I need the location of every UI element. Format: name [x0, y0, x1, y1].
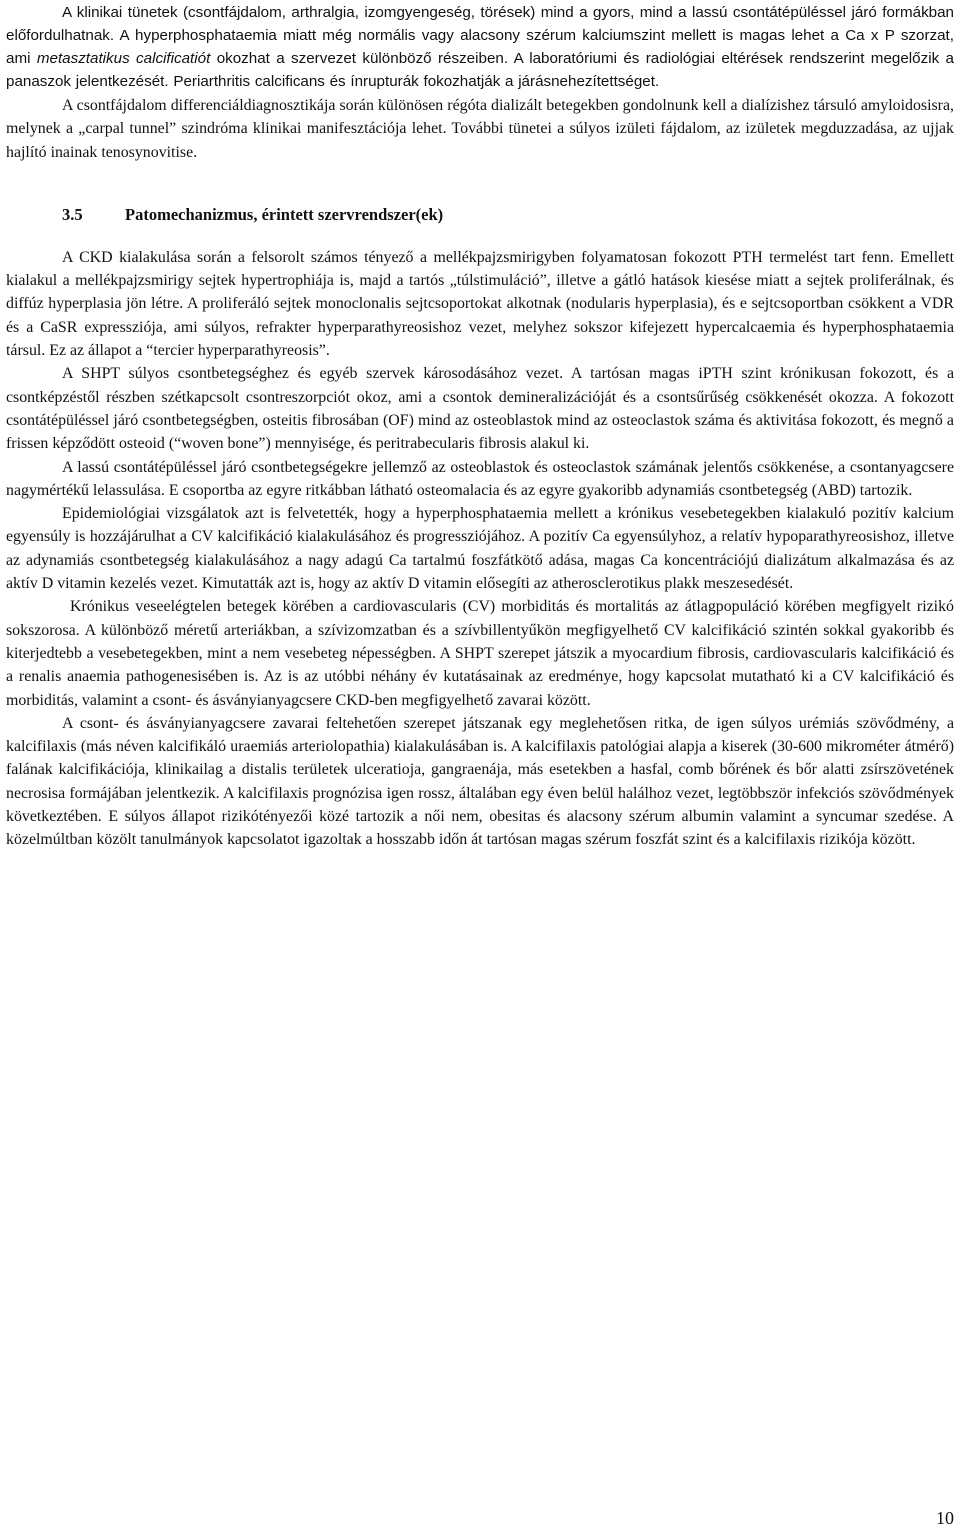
body-paragraph: Krónikus veseelégtelen betegek körében a cardiovascularis (CV) morbiditás és mortalitás az átlagpopuláció körében megfigyelt rizikó sokszorosa. A különböző méretű arteriákban, a szívizomzatban és a szívbillentyűkön megfigyelhető CV kalcifikáció szintén sokkal gyakoribb és kiterjedtebb a vesebetegekben, mint a nem vesebeteg népességben. A SHPT szerepet játszik a myocardium fibrosis, cardiovascularis kalcifikáció és a renalis anaemia pathogenesisében is. Az is az utóbbi néhány év kutatásainak az eredménye, hogy kapcsolat mutatható ki a CV kalcifikáció és morbiditás, valamint a csont- és ásványianyagcsere CKD-ben megfigyelhető zavarai között.: [6, 598, 954, 709]
document-page: [6, 0, 954, 852]
section-title: Patomechanizmus, érintett szervrendszer(ek): [125, 204, 444, 224]
paragraph-symptoms: [6, 1, 954, 93]
paragraph-differential: A csontfájdalom differenciáldiagnosztikája során különösen régóta dializált betegekben gondolnunk kell a dialízishez társuló amyloidosisra, melynek a „carpal tunnel” szindróma klinikai manifesztációja lehet. További tünetei a súlyos izületi fájdalom, az izületek megduzzadása, az ujjak hajlító inainak tenosynovitise.: [6, 97, 954, 161]
section-body: [6, 246, 954, 852]
page-number: 10: [936, 1508, 954, 1528]
paragraph-text: okozhat a szervezet különböző részeiben. A laboratóriumi és radiológiai eltérések rendszerint megelőzik a panaszok jelentkezését. Periarthritis calcificans és ínrupturák fokozhatják a járásnehezítettséget.: [6, 50, 954, 90]
intro-block: [6, 0, 954, 93]
section-number: 3.5: [62, 204, 83, 224]
differential-block: [6, 94, 954, 164]
body-paragraph: A lassú csontátépüléssel járó csontbetegségekre jellemző az osteoblastok és osteoclastok számának jelentős csökkenése, a csontanyagcsere nagymértékű lelassulása. E csoportba az egyre ritkábban látható osteomalacia és az egyre gyakoribb adynamiás csontbetegség (ABD) tartozik.: [6, 458, 954, 499]
body-paragraph: Epidemiológiai vizsgálatok azt is felvetették, hogy a hyperphosphataemia mellett a krónikus vesebetegekben kialakuló pozitív kalcium egyensúly is hozzájárulhat a CV kalcifikáció kialakulásához és progressziójához. A pozitív Ca egyensúlyhoz, a relatív hypoparathyreosishoz, illetve az adynamiás csontbetegség kialakulásához a nagy adagú Ca tartalmú foszfátkötő adása, magas Ca koncentrációjú dializátum alkalmazása és az aktív D vitamin kezelés vezet. Kimutatták azt is, hogy az aktív D vitamin elősegíti az atherosclerotikus plakk meszesedését.: [6, 505, 954, 593]
body-paragraph: A CKD kialakulása során a felsorolt számos tényező a mellékpajzsmirigyben folyamatosan fokozott PTH termelést tart fenn. Emellett kialakul a mellékpajzsmirigy sejtek hypertrophiája is, majd a tartós „túlstimuláció”, illetve a gátló hatások kiesése miatt a sejtek proliferálnak, és diffúz hyperplasia jön létre. A proliferáló sejtek monoclonalis sejtcsoportokat alkotnak (nodularis hyperplasia), és e sejtcsoportban csökkent a VDR és a CaSR expressziója, ami súlyos, refrakter hyperparathyreosishoz vezet, melyhez sokszor kifejezett hypercalcaemia és hyperphosphataemia társul. Ez az állapot a “tercier hyperparathyreosis”.: [6, 248, 954, 360]
section-heading: [62, 204, 954, 226]
paragraph-text: A klinikai tünetek (csontfájdalom, arthralgia, izomgyengeség, törések) mind a gyors, mind a lassú csontátépüléssel járó formákban előfordulhatnak. A hyperphosphataemia miatt még normális vagy alacsony szérum kalciumszint mellett is magas lehet a Ca x P szorzat, ami: [6, 4, 954, 67]
body-paragraph: A csont- és ásványianyagcsere zavarai feltehetően szerepet játszanak egy meglehetősen ritka, de igen súlyos urémiás szövődmény, a kalcifilaxis (más néven kalcifikáló uraemiás arteriolopathia) kialakulásában is. A kalcifilaxis patológiai alapja a kiserek (30-600 mikrométer átmérő) falának kalcifikációja, klinikailag a distalis területek ulceratioja, gangraenája, más esetekben a hasfal, comb bőrének és bőr alatti zsírszövetének necrosisa formájában jelentkezik. A kalcifilaxis prognózisa igen rossz, általában egy éven belül halálhoz vezet, legtöbbször infekciós szövődmények következtében. E súlyos állapot rizikótényezői közé tartozik a női nem, obesitas és alacsony szérum albumin valamint a syncumar szedése. A közelmúltban közölt tanulmányok kapcsolatot igazoltak a hosszabb időn át tartósan magas szérum foszfát szint és a kalcifilaxis rizikója között.: [6, 714, 954, 849]
body-paragraph: A SHPT súlyos csontbetegséghez és egyéb szervek károsodásához vezet. A tartósan magas iPTH szint krónikusan fokozott, és a csontképzéstől részben szétkapcsolt csontreszorpciót okoz, ami a csontok demineralizációját és a csontsűrűség csökkenését okozza. A fokozott csontátépüléssel járó csontbetegségben, osteitis fibrosában (OF) mind az osteoblastok mind az osteoclastok száma és aktivitása fokozott, és megnő a frissen képződött osteoid (“woven bone”) mennyisége, és peritrabecularis fibrosis alakul ki.: [6, 365, 954, 453]
italic-term: metasztatikus calcificatiót: [36, 50, 211, 67]
